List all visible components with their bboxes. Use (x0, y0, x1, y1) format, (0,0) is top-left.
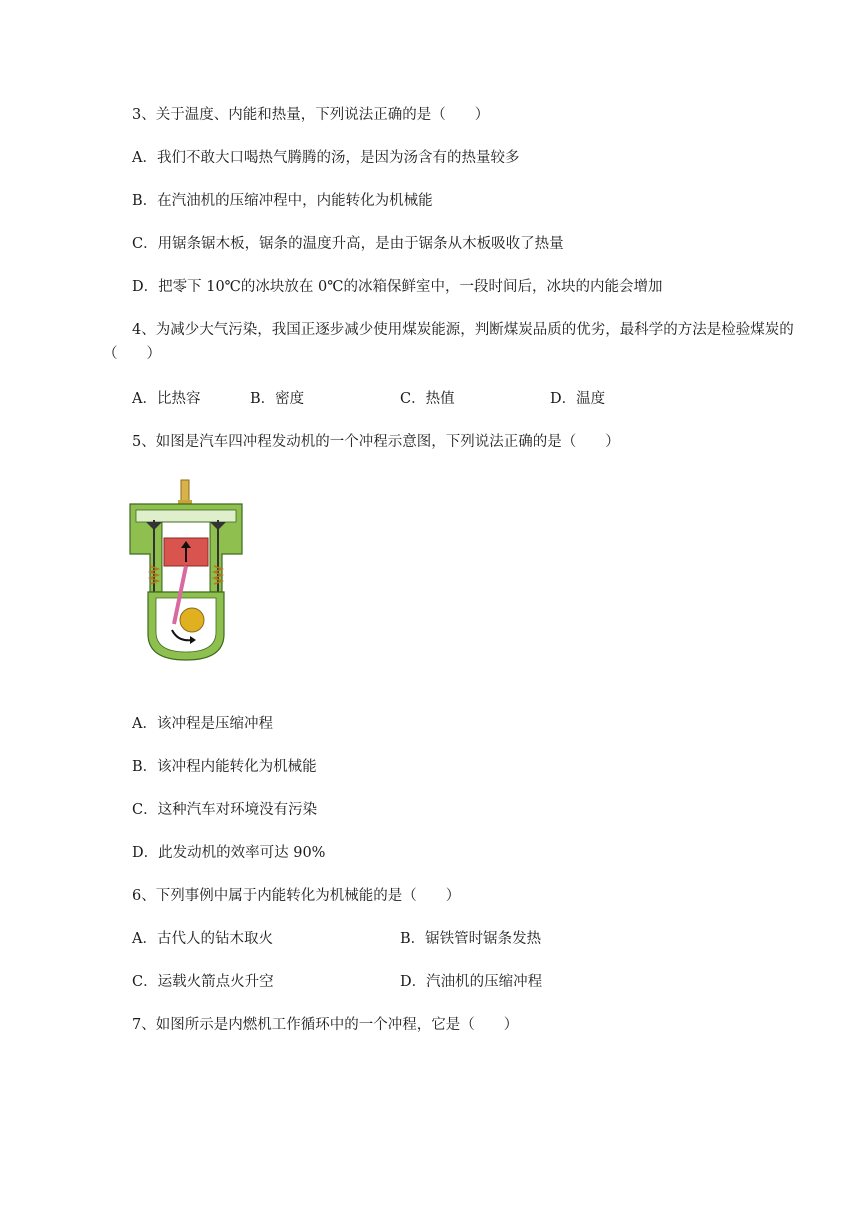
q3-option-a[interactable]: A．我们不敢大口喝热气腾腾的汤，是因为汤含有的热量较多 (132, 150, 520, 166)
q6-option-d[interactable]: D．汽油机的压缩冲程 (400, 974, 543, 990)
q3-option-d[interactable]: D．把零下 10℃的冰块放在 0℃的冰箱保鲜室中，一段时间后，冰块的内能会增加 (132, 279, 663, 295)
spark-plug-icon (181, 480, 189, 502)
q4-stem: 4、为减少大气污染，我国正逐步减少使用煤炭能源，判断煤炭品质的优劣，最科学的方法是检验煤炭的（ ） (103, 322, 794, 362)
q5-option-a[interactable]: A．该冲程是压缩冲程 (132, 716, 273, 732)
q5-option-c[interactable]: C．这种汽车对环境没有污染 (132, 802, 318, 818)
q5-option-d[interactable]: D．此发动机的效率可达 90% (132, 845, 326, 861)
q6-stem: 6、下列事例中属于内能转化为机械能的是（ ） (132, 888, 461, 904)
q4-option-c[interactable]: C．热值 (400, 391, 455, 407)
engine-stroke-figure (126, 474, 246, 664)
q4-option-a[interactable]: A．比热容 (132, 391, 201, 407)
q7-stem: 7、如图所示是内燃机工作循环中的一个冲程，它是（ ） (132, 1017, 519, 1033)
q3-option-c[interactable]: C．用锯条锯木板，锯条的温度升高，是由于锯条从木板吸收了热量 (132, 236, 564, 252)
q5-stem: 5、如图是汽车四冲程发动机的一个冲程示意图，下列说法正确的是（ ） (132, 434, 620, 450)
q4-option-b[interactable]: B．密度 (250, 391, 305, 407)
q6-option-b[interactable]: B．锯铁管时锯条发热 (400, 931, 542, 947)
q6-option-a[interactable]: A．古代人的钻木取火 (132, 931, 273, 947)
q3-option-b[interactable]: B．在汽油机的压缩冲程中，内能转化为机械能 (132, 193, 433, 209)
crankshaft-icon (180, 608, 204, 632)
q5-option-b[interactable]: B．该冲程内能转化为机械能 (132, 759, 317, 775)
engine-diagram (126, 474, 246, 664)
q4-option-d[interactable]: D．温度 (550, 391, 606, 407)
q6-option-c[interactable]: C．运载火箭点火升空 (132, 974, 274, 990)
q3-stem: 3、关于温度、内能和热量，下列说法正确的是（ ） (132, 107, 490, 123)
